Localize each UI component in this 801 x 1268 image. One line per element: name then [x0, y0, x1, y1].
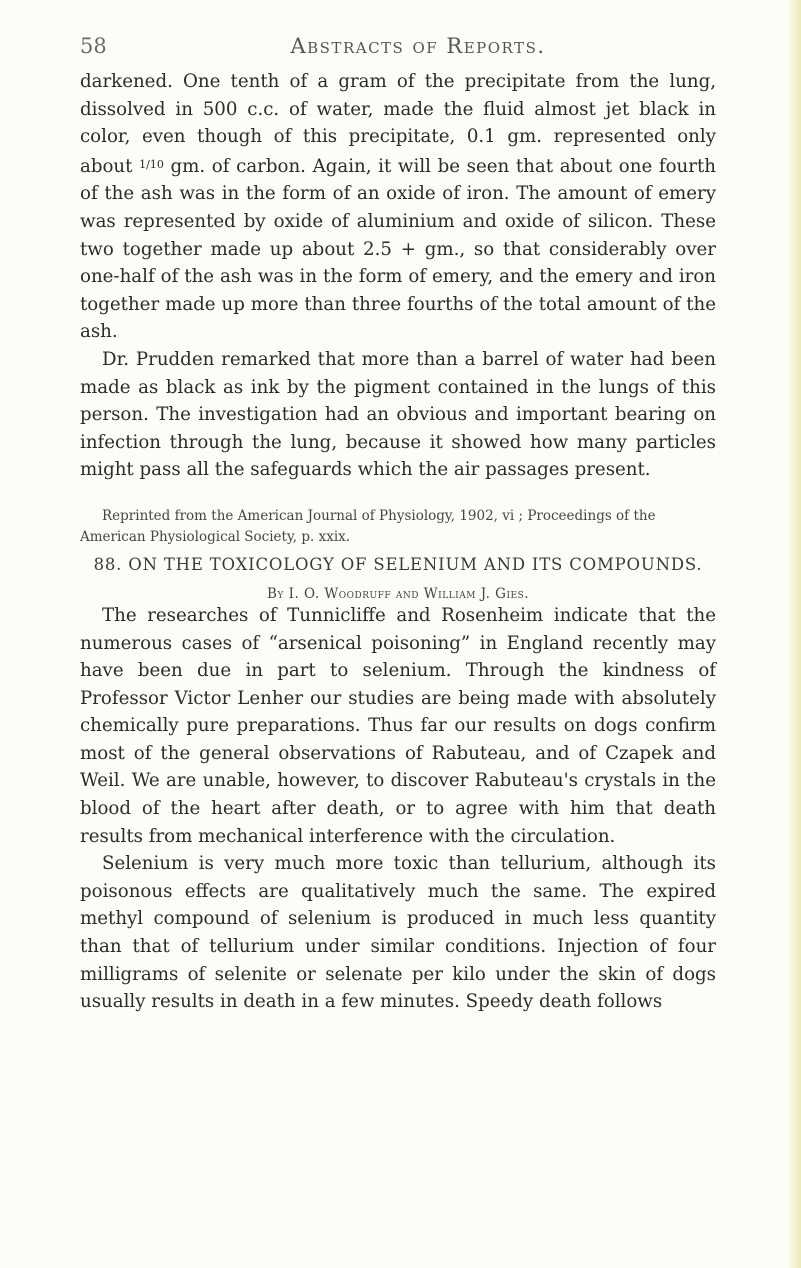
paragraph-text: gm. of carbon. Again, it will be seen that about one fourth of the ash was in the form of an oxide of iron. The amount of emery was represented by oxide of aluminium and oxide of silicon. These two together made up about 2.5 + gm., so that considerably over one-half of the ash was in the form of emery, and the emery and iron together made up more than three fourths of the total amount of the ash. — [80, 155, 716, 343]
page-header — [80, 34, 716, 68]
page-edge-shading — [787, 0, 801, 1268]
running-title: Abstracts of Reports. — [290, 34, 546, 58]
article-title: 88. ON THE TOXICOLOGY OF SELENIUM AND ITS COMPOUNDS. — [93, 554, 703, 574]
page-number: 58 — [80, 34, 107, 58]
paragraph-ash-analysis — [80, 68, 716, 346]
paragraph-prudden-remarks: Dr. Prudden remarked that more than a barrel of water had been made as black as ink by the pigment contained in the lungs of this person. The investigation had an obvious and important bearing on infection through the lung, because it showed how many particles might pass all the safeguards which the air passages present. — [80, 348, 716, 481]
article-byline: By I. O. Woodruff and William J. Gies. — [266, 585, 530, 602]
fraction: 1/10 — [139, 157, 164, 171]
page-body — [80, 68, 716, 1016]
book-page — [80, 34, 716, 1016]
paragraph-researches: The researches of Tunnicliffe and Rosenheim indicate that the numerous cases of “arsenical poisoning” in England recently may have been due in part to selenium. Through the kindness of Professor Victor Lenher our studies are being made with absolutely chemically pure preparations. Thus far our results on dogs confirm most of the general observations of Rabuteau, and of Czapek and Weil. We are unable, however, to discover Rabuteau's crystals in the blood of the heart after death, or to agree with him that death results from mechanical interference with the circulation. — [80, 604, 716, 847]
reprint-note — [80, 506, 716, 548]
paragraph-text: darkened. One tenth of a gram of the precipitate from the lung, dissolved in 500 c.c. of water, made the fluid almost jet black in color, even though of this precipitate, 0.1 gm. represented only about — [80, 71, 716, 177]
reprint-note-text: Reprinted from the American Journal of Physiology, 1902, vi ; Proceedings of the American Physiological Society, p. xxix. — [80, 507, 656, 545]
paragraph-selenium-toxicity: Selenium is very much more toxic than tellurium, although its poisonous effects are qualitatively much the same. The expired methyl compound of selenium is produced in much less quantity than that of tellurium under similar conditions. Injection of four milligrams of selenite or selenate per kilo under the skin of dogs usually results in death in a few minutes. Speedy death follows — [80, 853, 716, 1013]
